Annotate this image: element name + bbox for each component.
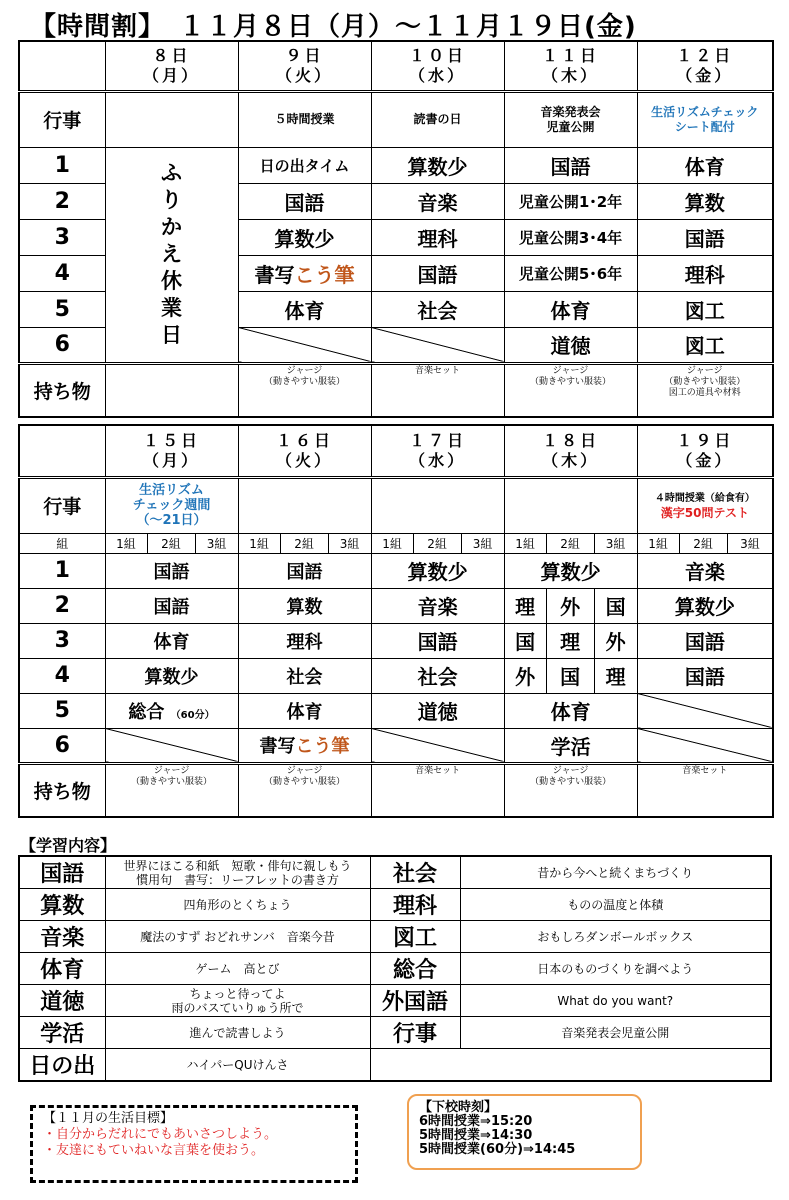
subject-cell: 算数 — [19, 889, 105, 921]
events-label: 行事 — [19, 91, 105, 147]
period-number: 3 — [19, 219, 105, 255]
day-header: ９日 （火） — [238, 41, 371, 91]
class-cell: 社会 — [371, 658, 504, 693]
subject-cell: 行事 — [370, 1017, 460, 1049]
learning-content-table — [18, 855, 772, 1082]
class-cell: 理科 — [637, 255, 773, 291]
class-cell: 総合 （60分） — [105, 693, 238, 728]
class-cell: 体育 — [238, 693, 371, 728]
week1-timetable — [18, 40, 774, 418]
dismissal-line: 5時間授業⇒14:30 — [419, 1128, 533, 1143]
subject-cell: 社会 — [370, 856, 460, 889]
content-cell: 魔法のすず おどれサンバ 音楽今昔 — [105, 921, 370, 953]
period-row — [19, 658, 773, 693]
subject-cell: 国語 — [19, 856, 105, 889]
class-cell: 書写こう筆 — [238, 728, 371, 763]
class-cell: 体育 — [504, 693, 637, 728]
empty-slash-cell — [105, 728, 238, 763]
events-label: 行事 — [19, 477, 105, 533]
subject-cell: 総合 — [370, 953, 460, 985]
period-number: 5 — [19, 291, 105, 327]
week1-header-row — [19, 41, 773, 91]
empty-slash-cell — [371, 728, 504, 763]
empty-slash-cell — [637, 728, 773, 763]
learning-row — [19, 856, 771, 889]
life-goal-line: ・自分からだれにでもあいさつしよう。 — [43, 1127, 278, 1142]
class-cell: 算数少 — [371, 553, 504, 588]
learning-row — [19, 1017, 771, 1049]
event-cell — [371, 477, 504, 533]
class-cell: 理科 — [238, 623, 371, 658]
period-number: 3 — [19, 623, 105, 658]
subject-cell: 学活 — [19, 1017, 105, 1049]
period-number: 6 — [19, 728, 105, 763]
period-number: 4 — [19, 658, 105, 693]
content-cell: ゲーム 高とび — [105, 953, 370, 985]
holiday-text: ふりかえ休業日 — [161, 161, 182, 347]
blank-cell — [460, 1049, 771, 1082]
group-cell: 3組 — [461, 533, 504, 553]
content-cell: What do you want? — [460, 985, 771, 1017]
class-cell: 算数 — [238, 588, 371, 623]
class-cell: 算数少 — [504, 553, 637, 588]
subject-cell: 日の出 — [19, 1049, 105, 1082]
group-class-cell: 外 — [594, 623, 637, 658]
empty-slash-cell — [238, 327, 371, 363]
day-header: １６日 （火） — [238, 425, 371, 477]
dismissal-time-box — [407, 1094, 642, 1170]
class-cell: 体育 — [504, 291, 637, 327]
day-header: １０日 （水） — [371, 41, 504, 91]
group-cell: 3組 — [195, 533, 238, 553]
class-cell: 児童公開3･4年 — [504, 219, 637, 255]
items-cell — [105, 363, 238, 417]
class-cell: 社会 — [238, 658, 371, 693]
class-cell: 図工 — [637, 327, 773, 363]
period-number: 1 — [19, 147, 105, 183]
class-cell: 国語 — [105, 588, 238, 623]
group-class-cell: 国 — [594, 588, 637, 623]
class-cell: 児童公開1･2年 — [504, 183, 637, 219]
period-number: 2 — [19, 183, 105, 219]
class-cell: 算数少 — [238, 219, 371, 255]
class-cell: 音楽 — [371, 588, 504, 623]
items-label: 持ち物 — [19, 763, 105, 817]
day-header: ８日 （月） — [105, 41, 238, 91]
life-goal-heading: 【１１月の生活目標】 — [43, 1111, 174, 1126]
group-cell: 1組 — [105, 533, 147, 553]
items-cell: ジャージ （動きやすい服装） — [238, 763, 371, 817]
learning-row — [19, 953, 771, 985]
items-cell: 音楽セット — [371, 363, 504, 417]
content-cell: 世界にほこる和紙 短歌・俳句に親しもう 慣用句 書写：リーフレットの書き方 — [105, 856, 370, 889]
class-cell: 国語 — [637, 219, 773, 255]
class-cell: 国語 — [371, 255, 504, 291]
event-cell: 生活リズムチェック シート配付 — [637, 91, 773, 147]
class-cell: 道徳 — [371, 693, 504, 728]
event-cell — [504, 477, 637, 533]
period-row — [19, 588, 773, 623]
period-number: 6 — [19, 327, 105, 363]
period-row — [19, 728, 773, 763]
learning-heading: 【学習内容】 — [20, 836, 117, 855]
content-cell: 日本のものづくりを調べよう — [460, 953, 771, 985]
group-cell: 1組 — [371, 533, 413, 553]
event-cell: ５時間授業 — [238, 91, 371, 147]
group-cell: 2組 — [147, 533, 195, 553]
class-cell: 書写こう筆 — [238, 255, 371, 291]
group-cell: 1組 — [637, 533, 679, 553]
group-cell: 2組 — [413, 533, 461, 553]
group-class-cell: 国 — [546, 658, 594, 693]
class-cell: 国語 — [238, 553, 371, 588]
class-cell: 音楽 — [637, 553, 773, 588]
period-number: 5 — [19, 693, 105, 728]
period-number: 4 — [19, 255, 105, 291]
items-label: 持ち物 — [19, 363, 105, 417]
subject-cell: 音楽 — [19, 921, 105, 953]
group-class-cell: 理 — [546, 623, 594, 658]
period-number: 1 — [19, 553, 105, 588]
corner-cell — [19, 41, 105, 91]
class-cell: 児童公開5･6年 — [504, 255, 637, 291]
class-cell: 日の出タイム — [238, 147, 371, 183]
class-cell: 国語 — [504, 147, 637, 183]
period-row — [19, 693, 773, 728]
blank-cell — [370, 1049, 460, 1082]
group-class-cell: 理 — [594, 658, 637, 693]
day-header: １９日 （金） — [637, 425, 773, 477]
dismissal-line: 5時間授業(60分)⇒14:45 — [419, 1142, 576, 1157]
items-row — [19, 763, 773, 817]
period-number: 2 — [19, 588, 105, 623]
class-cell: 音楽 — [371, 183, 504, 219]
items-row — [19, 363, 773, 417]
class-cell: 算数少 — [371, 147, 504, 183]
page-title: 【時間割】 １１月８日（月）～１１月１９日(金) — [30, 12, 637, 42]
class-cell: 国語 — [371, 623, 504, 658]
subject-cell: 道徳 — [19, 985, 105, 1017]
group-label: 組 — [19, 533, 105, 553]
day-header: １５日 （月） — [105, 425, 238, 477]
class-cell: 図工 — [637, 291, 773, 327]
class-cell: 国語 — [637, 623, 773, 658]
content-cell: おもしろダンボールボックス — [460, 921, 771, 953]
subject-cell: 外国語 — [370, 985, 460, 1017]
subject-cell: 理科 — [370, 889, 460, 921]
life-goal-line: ・友達にもていねいな言葉を使おう。 — [43, 1143, 265, 1158]
dismissal-line: 6時間授業⇒15:20 — [419, 1114, 533, 1129]
learning-row — [19, 985, 771, 1017]
group-cell: 3組 — [594, 533, 637, 553]
period-row — [19, 553, 773, 588]
content-cell: ものの温度と体積 — [460, 889, 771, 921]
class-cell: 理科 — [371, 219, 504, 255]
group-cell: 2組 — [546, 533, 594, 553]
class-cell: 国語 — [238, 183, 371, 219]
class-cell: 道徳 — [504, 327, 637, 363]
events-row — [19, 91, 773, 147]
event-cell — [105, 91, 238, 147]
content-cell: 音楽発表会児童公開 — [460, 1017, 771, 1049]
life-goal-box — [30, 1105, 358, 1183]
items-cell: ジャージ （動きやすい服装） — [504, 363, 637, 417]
holiday-cell — [105, 147, 238, 363]
items-cell: ジャージ （動きやすい服装） — [238, 363, 371, 417]
subject-cell: 体育 — [19, 953, 105, 985]
items-cell: 音楽セット — [371, 763, 504, 817]
content-cell: ハイパーQUけんさ — [105, 1049, 370, 1082]
subject-cell: 図工 — [370, 921, 460, 953]
empty-slash-cell — [637, 693, 773, 728]
day-header: １２日 （金） — [637, 41, 773, 91]
group-class-cell: 外 — [546, 588, 594, 623]
group-row — [19, 533, 773, 553]
class-cell: 体育 — [637, 147, 773, 183]
content-cell: 四角形のとくちょう — [105, 889, 370, 921]
group-class-cell: 理 — [504, 588, 546, 623]
day-header: １８日 （木） — [504, 425, 637, 477]
class-cell: 学活 — [504, 728, 637, 763]
learning-row — [19, 1049, 771, 1082]
class-cell: 国語 — [105, 553, 238, 588]
learning-row — [19, 921, 771, 953]
group-cell: 1組 — [504, 533, 546, 553]
group-cell: 3組 — [328, 533, 371, 553]
day-header: １７日 （水） — [371, 425, 504, 477]
event-cell: 読書の日 — [371, 91, 504, 147]
class-cell: 体育 — [238, 291, 371, 327]
class-cell: 体育 — [105, 623, 238, 658]
dismissal-heading: 【下校時刻】 — [419, 1100, 498, 1115]
day-header: １１日 （木） — [504, 41, 637, 91]
period-row — [19, 147, 773, 183]
class-cell: 算数 — [637, 183, 773, 219]
content-cell: ちょっと待ってよ 雨のバスていりゅう所で — [105, 985, 370, 1017]
class-cell: 算数少 — [105, 658, 238, 693]
class-cell: 算数少 — [637, 588, 773, 623]
week2-header-row — [19, 425, 773, 477]
event-cell — [238, 477, 371, 533]
events-row — [19, 477, 773, 533]
group-cell: 2組 — [679, 533, 727, 553]
content-cell: 昔から今へと続くまちづくり — [460, 856, 771, 889]
items-cell: ジャージ （動きやすい服装） — [105, 763, 238, 817]
corner-cell — [19, 425, 105, 477]
group-class-cell: 国 — [504, 623, 546, 658]
event-cell: ４時間授業（給食有） 漢字50問テスト — [637, 477, 773, 533]
items-cell: 音楽セット — [637, 763, 773, 817]
group-class-cell: 外 — [504, 658, 546, 693]
class-cell: 国語 — [637, 658, 773, 693]
empty-slash-cell — [371, 327, 504, 363]
learning-row — [19, 889, 771, 921]
period-row — [19, 623, 773, 658]
event-cell: 音楽発表会 児童公開 — [504, 91, 637, 147]
group-cell: 2組 — [280, 533, 328, 553]
items-cell: ジャージ （動きやすい服装） — [504, 763, 637, 817]
group-cell: 3組 — [727, 533, 773, 553]
week2-timetable — [18, 424, 774, 818]
class-cell: 社会 — [371, 291, 504, 327]
content-cell: 進んで読書しよう — [105, 1017, 370, 1049]
group-cell: 1組 — [238, 533, 280, 553]
items-cell: ジャージ （動きやすい服装） 図工の道具や材料 — [637, 363, 773, 417]
event-cell: 生活リズム チェック週間 （～21日） — [105, 477, 238, 533]
